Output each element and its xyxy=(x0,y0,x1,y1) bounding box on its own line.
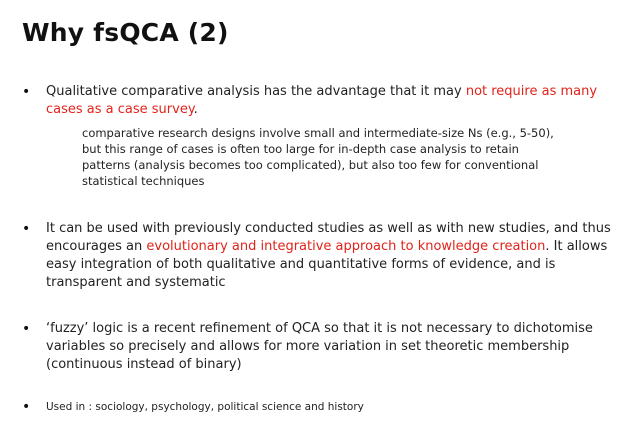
bullet-marker: • xyxy=(22,84,31,100)
bullet-marker: • xyxy=(22,321,31,337)
bullet-marker: • xyxy=(22,221,31,237)
bullet-text-2-highlight: evolutionary and integrative approach to knowledge creation xyxy=(146,239,546,254)
sub-point-1: comparative research designs involve small and intermediate-size Ns (e.g., 5-50), but this range of cases is often too large for in-depth case analysis to retain patterns (analysis becomes too complicated), but also too few for conventional statistical techniques xyxy=(82,126,554,188)
bullet-text-2-pre: It can be used with previously conducted studies as well as with new studies, and thus encourages an xyxy=(46,221,611,254)
bullet-text-4: Used in : sociology, psychology, political science and history xyxy=(46,401,364,413)
bullet-marker: • xyxy=(22,399,31,415)
bullet-text-1-highlight: not require as many cases as a case survey xyxy=(46,84,598,117)
bullet-text-1-pre: Qualitative comparative analysis has the advantage that it may xyxy=(46,84,466,99)
slide-title: Why fsQCA (2) xyxy=(22,18,229,47)
bullet-text-1-post: . xyxy=(193,102,198,117)
bullet-text-3: ‘fuzzy’ logic is a recent refinement of QCA so that it is not necessary to dichotomise variables so precisely and allows for more variation in set theoretic membership (continuous instead of binary) xyxy=(46,321,593,372)
bullet-text-1 xyxy=(46,83,616,119)
bullet-text-2-post: . It allows easy integration of both qualitative and quantitative forms of evidence, and is transparent and systematic xyxy=(46,239,608,290)
bullet-text-2 xyxy=(46,220,616,292)
